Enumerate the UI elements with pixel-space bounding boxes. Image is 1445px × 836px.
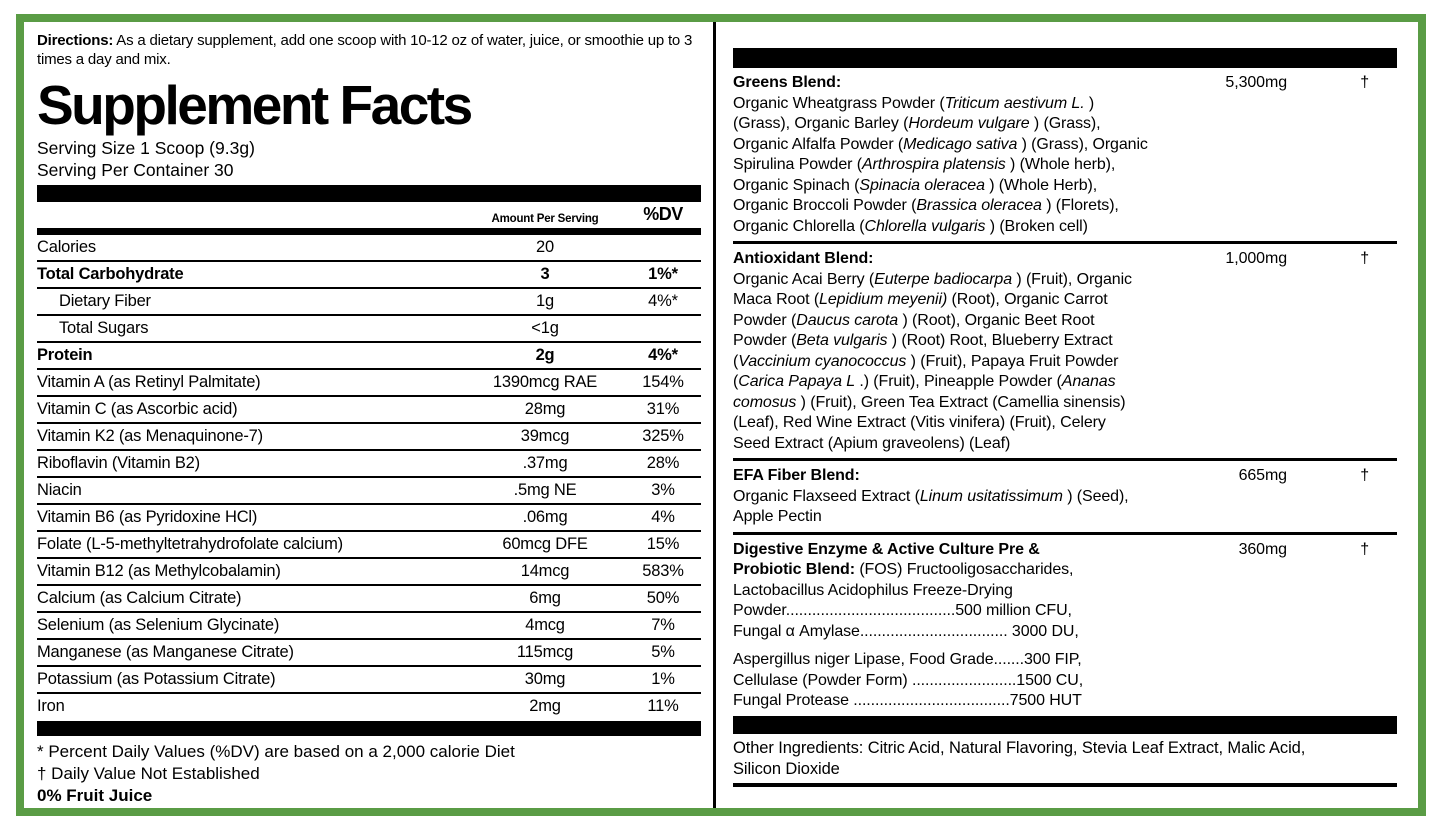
page-title: Supplement Facts <box>37 74 471 136</box>
table-row <box>37 262 701 289</box>
thick-rule <box>37 721 701 736</box>
blend-ingredients-line: Lactobacillus Acidophilus Freeze-Drying <box>733 581 1013 599</box>
table-row <box>37 370 701 397</box>
blend-section <box>733 68 1397 244</box>
blend-ingredients-line: Spirulina Powder (Arthrospira platensis ) (Whole herb), <box>733 156 1116 173</box>
nutrient-dv: 7% <box>651 616 675 634</box>
blend-ingredients-line: (Vaccinium cyanococcus ) (Fruit), Papaya Fruit Powder <box>733 352 1119 370</box>
blend-ingredients-line: Digestive Enzyme & Active Culture Pre & <box>733 540 1040 558</box>
nutrient-amount: <1g <box>531 319 559 337</box>
nutrient-amount: 2mg <box>529 697 561 715</box>
table-row <box>37 505 701 532</box>
nutrient-dv: 1%* <box>648 265 678 283</box>
other-ingredients <box>733 738 1397 780</box>
serving-size: Serving Size 1 Scoop (9.3g) <box>37 138 255 158</box>
dagger-symbol: † <box>1360 467 1369 484</box>
dagger-symbol: † <box>1360 250 1369 267</box>
table-row <box>37 316 701 343</box>
nutrient-amount: 28mg <box>524 400 566 418</box>
thick-rule <box>37 185 701 202</box>
blend-ingredients-line: Fungal α Amylase.................................. 3000 DU, <box>733 622 1079 640</box>
blend-ingredients-line: (Leaf), Red Wine Extract (Vitis vinifera) (Fruit), Celery <box>733 414 1106 431</box>
blend-ingredients-line: Organic Chlorella (Chlorella vulgaris ) (Broken cell) <box>733 217 1088 235</box>
footnote-line: * Percent Daily Values (%DV) are based on a 2,000 calorie Diet <box>37 742 515 761</box>
blend-ingredients-line: Organic Spinach (Spinacia oleracea ) (Whole Herb), <box>733 176 1098 194</box>
column-header-dv: %DV <box>643 204 683 224</box>
bottom-rule <box>733 783 1397 787</box>
table-row <box>37 586 701 613</box>
table-row <box>37 397 701 424</box>
nutrient-amount: 39mcg <box>520 427 570 445</box>
blend-title: Antioxidant Blend: <box>733 250 874 267</box>
blend-ingredients-line: Seed Extract (Apium graveolens) (Leaf) <box>733 434 1011 452</box>
nutrient-amount: 3 <box>540 265 550 283</box>
table-row <box>37 424 701 451</box>
blend-section <box>733 244 1397 461</box>
blend-amount: 360mg <box>1238 540 1287 558</box>
nutrient-dv: 15% <box>646 535 680 553</box>
table-header <box>37 202 701 228</box>
nutrient-name: Protein <box>37 346 93 364</box>
nutrient-name: Potassium (as Potassium Citrate) <box>37 670 276 688</box>
nutrient-amount: 30mg <box>524 670 566 688</box>
facts-rows <box>37 235 701 721</box>
thick-rule <box>733 716 1397 734</box>
nutrient-dv: 31% <box>646 400 680 418</box>
blend-section <box>733 535 1397 716</box>
nutrient-amount: 115mcg <box>516 643 574 661</box>
directions-body: As a dietary supplement, add one scoop with 10-12 oz of water, juice, or smoothie up to 3 times a day and mix. <box>37 32 693 68</box>
blend-ingredients-line: Powder (Daucus carota ) (Root), Organic Beet Root <box>733 311 1095 329</box>
nutrient-name: Riboflavin (Vitamin B2) <box>37 454 200 472</box>
blend-section <box>733 461 1397 535</box>
blend-amount: 5,300mg <box>1225 74 1287 91</box>
nutrient-dv: 4% <box>651 508 675 526</box>
blend-ingredients-line: Powder.......................................500 million CFU, <box>733 602 1072 619</box>
nutrient-name: Total Sugars <box>59 319 149 337</box>
nutrient-dv: 3% <box>651 481 675 499</box>
nutrient-name: Selenium (as Selenium Glycinate) <box>37 616 280 634</box>
label-green-frame <box>16 14 1426 816</box>
servings-per-container: Serving Per Container 30 <box>37 159 234 180</box>
nutrient-amount: .37mg <box>522 454 568 472</box>
nutrient-dv: 11% <box>647 697 679 715</box>
other-ingredients-line: Silicon Dioxide <box>733 759 840 778</box>
blank-line <box>733 642 1397 650</box>
nutrient-dv: 28% <box>646 454 680 472</box>
blend-title: Greens Blend: <box>733 74 842 91</box>
blend-ingredients-line: Apple Pectin <box>733 508 822 525</box>
blend-title: EFA Fiber Blend: <box>733 467 860 484</box>
table-row <box>37 559 701 586</box>
nutrient-name: Iron <box>37 697 65 715</box>
blend-ingredients-line: Aspergillus niger Lipase, Food Grade.......300 FIP, <box>733 651 1082 668</box>
thick-rule <box>37 228 701 235</box>
nutrient-dv: 583% <box>642 562 684 580</box>
blend-ingredients-line: Cellulase (Powder Form) ........................1500 CU, <box>733 671 1084 689</box>
nutrient-amount: 1g <box>536 292 554 310</box>
nutrient-dv: 5% <box>651 643 675 661</box>
blend-ingredients-line: Organic Alfalfa Powder (Medicago sativa ) (Grass), Organic <box>733 135 1148 153</box>
column-divider <box>713 22 716 808</box>
nutrient-dv <box>625 235 701 260</box>
table-row <box>37 343 701 370</box>
blend-amount: 665mg <box>1238 467 1287 484</box>
nutrient-name: Vitamin B6 (as Pyridoxine HCl) <box>37 508 258 526</box>
nutrient-amount: 60mcg DFE <box>502 535 588 553</box>
left-column <box>37 31 701 807</box>
nutrient-name: Niacin <box>37 481 82 499</box>
nutrient-name: Vitamin C (as Ascorbic acid) <box>37 400 238 418</box>
table-row <box>37 667 701 694</box>
blend-ingredients-line: (Carica Papaya L .) (Fruit), Pineapple Powder (Ananas <box>733 373 1116 390</box>
nutrient-dv <box>625 316 701 341</box>
blend-amount: 1,000mg <box>1225 250 1287 267</box>
footnote-line: † Daily Value Not Established <box>37 764 260 783</box>
blend-ingredients-line: Organic Wheatgrass Powder (Triticum aestivum L. ) <box>733 94 1095 112</box>
directions-text <box>37 31 701 69</box>
nutrient-dv: 325% <box>642 427 684 445</box>
blend-ingredients-line: (Grass), Organic Barley (Hordeum vulgare ) (Grass), <box>733 115 1101 132</box>
nutrient-name: Dietary Fiber <box>59 292 151 310</box>
directions-label: Directions: <box>37 32 114 49</box>
nutrient-name: Manganese (as Manganese Citrate) <box>37 643 294 661</box>
nutrient-dv: 4%* <box>648 346 678 364</box>
nutrient-name: Calcium (as Calcium Citrate) <box>37 589 242 607</box>
blend-ingredients-line: Maca Root (Lepidium meyenii) (Root), Organic Carrot <box>733 291 1108 308</box>
nutrient-dv: 1% <box>651 670 675 688</box>
footnotes <box>37 741 701 807</box>
nutrient-name: Vitamin K2 (as Menaquinone-7) <box>37 427 263 445</box>
nutrient-amount: 4mcg <box>525 616 565 634</box>
nutrient-name: Folate (L-5-methyltetrahydrofolate calcium) <box>37 535 343 553</box>
other-ingredients-line: Other Ingredients: Citric Acid, Natural Flavoring, Stevia Leaf Extract, Malic Acid, <box>733 738 1306 757</box>
table-row <box>37 532 701 559</box>
nutrient-amount: 20 <box>536 238 554 256</box>
table-row <box>37 613 701 640</box>
nutrient-dv: 4%* <box>648 292 678 310</box>
nutrient-name: Calories <box>37 238 96 256</box>
nutrient-amount: 1390mcg RAE <box>492 373 598 391</box>
nutrient-amount: 2g <box>535 346 555 364</box>
blends <box>733 68 1397 716</box>
blend-ingredients-line: Organic Acai Berry (Euterpe badiocarpa ) (Fruit), Organic <box>733 270 1132 288</box>
column-header-amount: Amount Per Serving <box>491 213 599 225</box>
footnote-line: 0% Fruit Juice <box>37 786 153 805</box>
blend-ingredients-line: Powder (Beta vulgaris ) (Root) Root, Blueberry Extract <box>733 332 1113 349</box>
right-column <box>733 48 1397 787</box>
nutrient-amount: .5mg NE <box>513 481 577 499</box>
thick-rule <box>733 48 1397 68</box>
label-body <box>24 22 1418 808</box>
table-row <box>37 289 701 316</box>
blend-ingredients-line: Organic Flaxseed Extract (Linum usitatissimum ) (Seed), <box>733 487 1129 505</box>
table-row <box>37 451 701 478</box>
table-row <box>37 640 701 667</box>
blend-ingredients-line: Organic Broccoli Powder (Brassica oleracea ) (Florets), <box>733 197 1119 214</box>
dagger-symbol: † <box>1360 540 1369 558</box>
table-row <box>37 478 701 505</box>
nutrient-dv: 154% <box>642 373 684 391</box>
nutrient-dv: 50% <box>646 589 680 607</box>
blend-ingredients-line: Probiotic Blend: (FOS) Fructooligosaccharides, <box>733 561 1074 578</box>
table-row <box>37 235 701 262</box>
nutrient-name: Total Carbohydrate <box>37 265 184 283</box>
table-row <box>37 694 701 721</box>
nutrient-amount: .06mg <box>522 508 568 526</box>
nutrient-amount: 14mcg <box>520 562 570 580</box>
dagger-symbol: † <box>1360 74 1369 91</box>
blend-ingredients-line: comosus ) (Fruit), Green Tea Extract (Camellia sinensis) <box>733 393 1126 411</box>
nutrient-name: Vitamin B12 (as Methylcobalamin) <box>37 562 281 580</box>
nutrient-amount: 6mg <box>529 589 561 607</box>
nutrient-name: Vitamin A (as Retinyl Palmitate) <box>37 373 261 391</box>
blend-ingredients-line: Fungal Protease ....................................7500 HUT <box>733 692 1082 709</box>
